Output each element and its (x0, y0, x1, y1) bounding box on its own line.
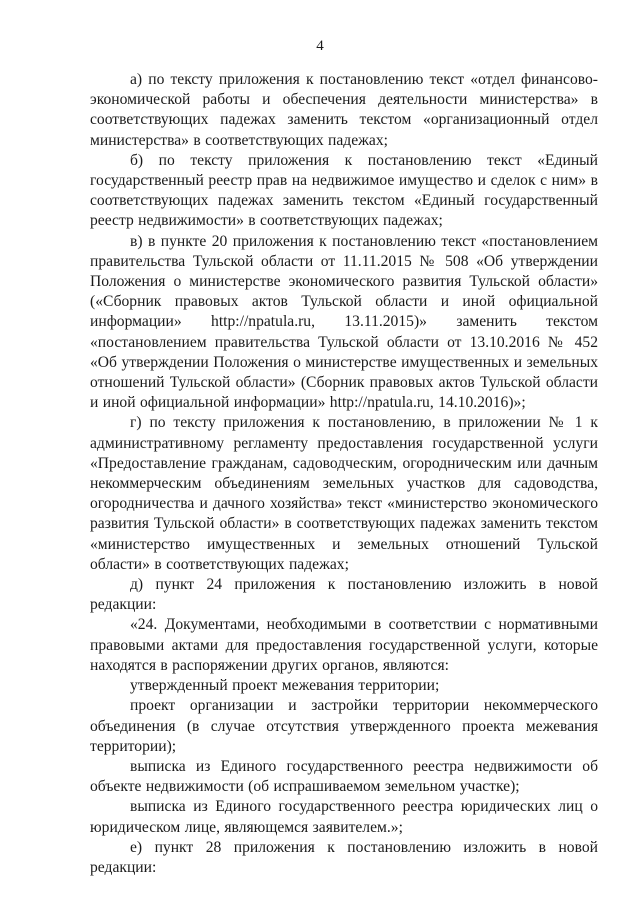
document-body (90, 70, 598, 878)
paragraph-e: е) пункт 28 приложения к постановлению изложить в новой редакции: (90, 838, 598, 876)
paragraph-list-item-4: выписка из Единого государственного реестра юридических лиц о юридическом лице, являющемся заявителем.»; (90, 798, 598, 836)
page-number: 4 (316, 38, 324, 54)
paragraph-g: г) по тексту приложения к постановлению, в приложении № 1 к административному регламенту предоставления государственной услуги «Предоставление гражданам, садоводческим, огородническим или дачным некоммерческим объединениям земельных участков для садоводства, огородничества и дачного хозяйства» текст «министерство экономического развития Тульской области» в соответствующих падежах заменить текстом «министерство имущественных и земельных отношений Тульской области» в соответствующих падежах; (90, 414, 598, 573)
paragraph-b: б) по тексту приложения к постановлению текст «Единый государственный реестр прав на недвижимое имущество и сделок с ним» в соответствующих падежах заменить текстом «Единый государственный реестр недвижимости» в соответствующих падежах; (90, 151, 598, 230)
paragraph-list-item-3: выписка из Единого государственного реестра недвижимости об объекте недвижимости (об испрашиваемом земельном участке); (90, 757, 598, 796)
paragraph-list-item-2: проект организации и застройки территории некоммерческого объединения (в случае отсутствия утвержденного проекта межевания территории); (90, 697, 598, 755)
paragraph-list-item-1: утвержденный проект межевания территории; (130, 677, 440, 695)
paragraph-item-24: «24. Документами, необходимыми в соответствии с нормативными правовыми актами для предоставления государственной услуги, которые находятся в распоряжении других органов, являются: (90, 616, 598, 674)
paragraph-v: в) в пункте 20 приложения к постановлению текст «постановлением правительства Тульской области от 11.11.2015 № 508 «Об утверждении Положения о министерстве экономического развития Тульской области» («Сборник правовых актов Тульской области и иной официальной информации» http://npatula.ru, 13.11.2015)» заменить текстом «постановлением правительства Тульской области от 13.10.2016 № 452 «Об утверждении Положения о министерстве имущественных и земельных отношений Тульской области» (Сборник правовых актов Тульской области и иной официальной информации» http://npatula.ru, 14.10.2016)»; (90, 232, 598, 412)
paragraph-a: а) по тексту приложения к постановлению текст «отдел финансово-экономической работы и обеспечения деятельности министерства» в соответствующих падежах заменить текстом «организационный отдел министерства» в соответствующих падежах; (90, 71, 598, 149)
paragraph-d: д) пункт 24 приложения к постановлению изложить в новой редакции: (90, 576, 598, 614)
